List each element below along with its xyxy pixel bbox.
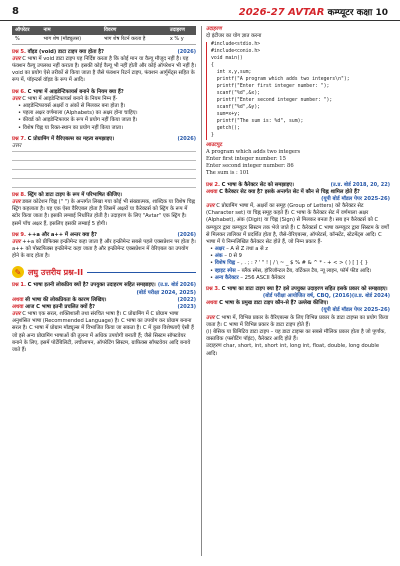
question-5 bbox=[12, 49, 196, 56]
example-label: उदाहरण bbox=[206, 26, 222, 32]
year-tag: (2026) bbox=[177, 135, 196, 142]
list-item: • पहला अक्षर वर्णमाला (Alphabets) का अक्षर होना चाहिए। bbox=[18, 110, 196, 117]
section-heading bbox=[12, 266, 196, 278]
question-label: प्रश्न 1. bbox=[12, 282, 27, 289]
code-line: int x,y,sum; bbox=[211, 70, 252, 76]
question-text: C भाषा इतनी लोकप्रिय क्यों है? उपयुक्त उदाहरण सहित समझाइए। bbox=[27, 282, 156, 289]
list-item: • अक्षर – A से Z तथा a से z bbox=[210, 246, 268, 253]
list-item: • कीवर्ड को आइडेन्टिफायर के रूप में प्रयोग नहीं किया जाता है। bbox=[18, 117, 196, 124]
answer-text: C भाषा में void डाटा टाइप यह निर्दिष्ट करता है कि कोई मान या वैल्यू मौजूद नहीं है। यह फंक्शन वैल्यू उपलब्ध नहीं कराता है। इसकी कोई वैल्यू भी नहीं होती और कोई ऑपरेशन भी नहीं है। void का प्रयोग ऐसे तरीकों से किया जाता है जैसे फंक्शन रिटर्न टाइप, फंक्शन आर्गुमेंट्स सहित के रूप में, पॉइन्टर्स वॉइड के रूप में आदि। bbox=[12, 55, 196, 84]
answer-6 bbox=[12, 96, 196, 132]
answer-text: C प्रोग्रामिंग भाषा में, अक्षरों का समूह (Group of Letters) को कैरेक्टर सेट (Character set) या चिह्न समूह कहते हैं। C भाषा के कैरेक्टर सेट में वर्णमाला अक्षर (Alphabet), अंक (Digit) या चिह्न (Sign) से मिलकर बनता है। सब इन कैरेक्टर्स को C कम्प्यूटर द्वारा कम्प्यूटर सिस्टम तक भेजे जाते हैं। C कैरेक्टर्स C भाषा कम्प्यूटर द्वारा सिस्टम के वर्णों से मिलकर तालिका में प्रदर्शित होता है, जैसे-वेरिएबल्स, ऑपरेटर्स, कॉन्स्टेंट, स्टेटमेंट्स आदि। C भाषा में ये निम्नलिखित कैरेक्टर सेट होते हैं, जो निम्न प्रकार हैं- bbox=[206, 203, 389, 245]
question-2-alt bbox=[206, 189, 390, 196]
operator-table bbox=[12, 26, 196, 45]
header-rule bbox=[0, 20, 400, 21]
example-text: दो इंटीजर का योग ज्ञात करना bbox=[206, 33, 262, 40]
column-divider bbox=[201, 26, 202, 556]
year-tag: (2023) bbox=[177, 303, 196, 310]
answer-label: उत्तर bbox=[12, 199, 21, 206]
section-rule bbox=[87, 272, 196, 273]
question-label: प्रश्न 9. bbox=[12, 231, 27, 238]
question-text: स्ट्रिंग को डाटा टाइप के रूप में परिभाषित कीजिए। bbox=[27, 191, 122, 198]
question-text: C प्रोग्रामिंग में वैरिएबल्स का महत्व समझाइए। bbox=[27, 135, 115, 142]
code-line: getch(); bbox=[211, 125, 240, 131]
program-output bbox=[206, 149, 390, 178]
code-line: scanf("%d",&x); bbox=[211, 91, 261, 97]
question-text: C कैरेक्टर सेट क्या है? इसके अन्तर्गत सेट में कौन से चिह्न शामिल होते हैं? bbox=[219, 188, 360, 195]
question-text: आज C भाषा इतनी प्रचलित क्यों है? bbox=[25, 303, 95, 310]
header-subject: कम्प्यूटर कक्षा 10 bbox=[327, 8, 388, 18]
answer-3 bbox=[206, 315, 390, 329]
code-line: #include<stdio.h> bbox=[211, 42, 261, 48]
code-line: sum=x+y; bbox=[211, 111, 240, 117]
handwritten-line bbox=[12, 170, 196, 179]
answer-label: उत्तर bbox=[12, 95, 21, 102]
code-line: #include<conio.h> bbox=[211, 49, 261, 55]
charset-value: – ब्लैंक स्पेस, हॉरिजॉन्टल टैब, वर्टिकल टैब, न्यू लाइन, फॉर्म फीड आदि। bbox=[237, 267, 372, 274]
charset-tag: व्हाइट स्पेस bbox=[214, 267, 236, 274]
charset-value: – 0 से 9 bbox=[224, 253, 242, 260]
code-line: printf("Enter second integer number: "); bbox=[211, 97, 333, 103]
charset-tag: अन्य कैरेक्टर bbox=[214, 274, 239, 281]
question-label: प्रश्न 2. bbox=[206, 181, 221, 188]
list-item: • आइडेन्टिफायर्स अक्षरों व अंकों से मिलकर बना होता है। bbox=[18, 103, 196, 110]
question-text: ++a और a++ में अन्तर क्या है? bbox=[27, 231, 97, 238]
table-cell: भाग शेष (मॉड्यूलस) bbox=[41, 35, 101, 44]
answer-label: उत्तर bbox=[12, 311, 21, 318]
table-header: विवरण bbox=[101, 26, 167, 35]
list-item: • विशेष चिह्न या रिक्त-स्थान का प्रयोग नहीं किया जाता। bbox=[18, 125, 196, 132]
answer-3-example: उदाहरण char, short, int, short int, long int, float, double, long double आदि। bbox=[206, 343, 380, 357]
table-header: नाम bbox=[41, 26, 101, 35]
alt-label: अथवा bbox=[206, 300, 218, 307]
year-tag: (2026) bbox=[177, 231, 196, 238]
answer-label: उत्तर bbox=[206, 314, 215, 321]
table-header: उदाहरण bbox=[167, 26, 196, 35]
question-6 bbox=[12, 89, 196, 96]
answer-5 bbox=[12, 56, 196, 85]
question-text: वॉइड (void) डाटा टाइप क्या होता है? bbox=[27, 48, 105, 55]
source-tag: (बोर्ड परीक्षा आयोजित वर्ष, CBQ, (2016) bbox=[262, 293, 352, 300]
list-item: • व्हाइट स्पेस – ब्लैंक स्पेस, हॉरिजॉन्टल टैब, वर्टिकल टैब, न्यू लाइन, फॉर्म फीड आदि। bbox=[210, 267, 372, 274]
handwritten-line bbox=[12, 179, 196, 188]
year-tag: (उ.प्र. बोर्ड 2024) bbox=[351, 293, 390, 300]
output-line: The sum is : 101 bbox=[206, 170, 250, 177]
question-text: C भाषा के प्रमुख डाटा टाइप कौन-से हैं? उल्लेख कीजिए। bbox=[219, 300, 329, 307]
left-column bbox=[12, 26, 196, 354]
page-number: 8 bbox=[12, 6, 19, 17]
output-title: आउटपुट bbox=[206, 141, 223, 148]
charset-tag: अंक bbox=[214, 253, 223, 260]
question-label: प्रश्न 5. bbox=[12, 48, 27, 55]
answer-label: उत्तर bbox=[12, 238, 21, 245]
header-title bbox=[239, 5, 388, 18]
charset-value: – 256 ASCII कैरेक्टर bbox=[240, 274, 285, 281]
question-8 bbox=[12, 192, 196, 199]
page-header bbox=[0, 0, 400, 22]
code-line: } bbox=[211, 132, 214, 138]
answer-8 bbox=[12, 199, 196, 228]
right-column bbox=[206, 26, 390, 358]
answer-intro: C भाषा में आइडेन्टिफायर्स बनाने के नियम निम्न हैं- bbox=[22, 95, 118, 102]
question-text: सी भाषा की लोकप्रियता के कारण लिखिए। bbox=[25, 296, 107, 303]
code-line: printf("The sum is: %d", sum); bbox=[211, 118, 304, 124]
output-line: Enter first integer number: 15 bbox=[206, 156, 286, 163]
table-header-row bbox=[12, 26, 196, 35]
code-line: printf("A program which adds two integers\n"); bbox=[211, 77, 350, 83]
answer-7-handwritten bbox=[12, 143, 196, 188]
charset-tag: अक्षर bbox=[214, 246, 225, 253]
code-line: { bbox=[211, 63, 214, 69]
answer-text: डबल कोटेशन चिह्न (" ") के अन्तर्गत लिखा गया कोई भी संख्यात्मक, शाब्दिक या विशेष चिह्न स्ट्रिंग कहलाता है। यह एक ऐसा वैरिएबल होता है जिसमें अक्षरों या कैरेक्टर्स को स्ट्रिंग के रूप में स्टोर किया जाता है। इसकी लम्बाई निर्धारित होती है। उदाहरण के लिए "Avtar" एक स्ट्रिंग है। इसमें पाँच अक्षर हैं, इसलिए इसकी लम्बाई 5 होगी। bbox=[12, 199, 195, 227]
handwritten-line bbox=[12, 152, 196, 161]
answer-9 bbox=[12, 239, 196, 261]
answer-label: उत्तर bbox=[12, 55, 21, 62]
answer-1 bbox=[12, 311, 196, 354]
code-line: printf("Enter first integer number: "); bbox=[211, 84, 330, 90]
question-label: प्रश्न 6. bbox=[12, 88, 27, 95]
question-1-alt-1: अथवा सी भाषा की लोकप्रियता के कारण लिखिए। (2022) bbox=[12, 296, 196, 303]
list-item: • अंक – 0 से 9 bbox=[210, 253, 242, 260]
table-header: ऑपरेटर bbox=[12, 26, 41, 35]
charset-value: – , . ; : ? ' " ! | / \ ~ _ $ % # & ^ * - + < > ( ) [ ] { } bbox=[236, 260, 369, 267]
answer-text: C भाषा में, विभिन्न प्रकार के वैरिएबल्स के लिए विभिन्न प्रकार के डाटा टाइप्स का प्रयोग किया जाता है। C भाषा में विभिन्न प्रकार के डाटा टाइप होते हैं। bbox=[206, 314, 389, 328]
question-9 bbox=[12, 232, 196, 239]
question-1 bbox=[12, 282, 196, 289]
alt-label: अथवा bbox=[206, 188, 218, 195]
year-tag: (उ.प्र. बोर्ड 2018, 20, 22) bbox=[330, 181, 390, 188]
charset-list bbox=[210, 246, 390, 282]
year-tag: (2026) bbox=[177, 48, 196, 55]
table-cell: x % y bbox=[167, 35, 196, 44]
question-text: C भाषा का डाटा टाइप क्या है? इसे उपयुक्त उदाहरण सहित इसके प्रकार को समझाइए। bbox=[221, 285, 388, 292]
question-7 bbox=[12, 136, 196, 143]
answer-text: ++a को प्रीफिक्स इन्क्रीमेन्ट कहा जाता है और इन्क्रीमेन्ट सबसे पहले एक्सप्रेशन पर होता है। a++ को पोस्टफिक्स इन्क्रीमेन्ट कहा जाता है और इन्क्रीमेन्ट एक्सप्रेशन में वेरिएबल का उपयोग होने के बाद होता है। bbox=[12, 238, 196, 260]
question-label: प्रश्न 3. bbox=[206, 285, 221, 292]
answer-label: उत्तर bbox=[206, 203, 215, 210]
table-cell: % bbox=[12, 35, 41, 44]
rules-list bbox=[18, 103, 196, 132]
pen-icon: ✎ bbox=[12, 266, 24, 278]
question-label: प्रश्न 8. bbox=[12, 191, 27, 198]
brand-year: 2026-27 AVTAR bbox=[238, 7, 325, 18]
answer-2 bbox=[206, 203, 390, 246]
charset-tag: विशेष चिह्न bbox=[214, 260, 236, 267]
table-row bbox=[12, 35, 196, 44]
answer-3-point: (i) बेसिक या प्रिमिटिव डाटा टाइप – यह डाटा टाइप्स का सबसे मौलिक प्रकार होता है जो पूर्णांक, वास्तविक (फ्लोटिंग पॉइंट), कैरेक्टर आदि होते हैं। bbox=[206, 328, 386, 343]
question-1-alt-2: अथवा आज C भाषा इतनी प्रचलित क्यों है? (2023) bbox=[12, 303, 196, 310]
list-item: • अन्य कैरेक्टर – 256 ASCII कैरेक्टर bbox=[210, 274, 285, 281]
source-tag: (यूपी बोर्ड मॉडल पेपर 2025-26) bbox=[321, 307, 390, 314]
source-tag: (यूपी बोर्ड मॉडल पेपर 2025-26) bbox=[321, 195, 390, 202]
code-line: void main() bbox=[211, 56, 243, 62]
code-line: scanf("%d",&y); bbox=[211, 104, 261, 110]
handwritten-line: उत्तर bbox=[12, 143, 196, 152]
question-label: प्रश्न 7. bbox=[12, 135, 27, 142]
question-2 bbox=[206, 182, 390, 189]
list-item: • विशेष चिह्न – , . ; : ? ' " ! | / \ ~ _ $ % # & ^ * - + < > ( ) [ ] { } bbox=[210, 260, 369, 267]
question-text: C भाषा के कैरेक्टर सेट को समझाइए। bbox=[221, 181, 295, 188]
question-text: C भाषा में आइडेन्टिफायर्स बनाने के नियम क्या हैं? bbox=[27, 88, 124, 95]
table-cell: भाग शेष रिटर्न करता है bbox=[101, 35, 167, 44]
handwritten-line bbox=[12, 161, 196, 170]
answer-text: C भाषा एक सरल, शक्तिशाली तथा संरचित भाषा है। C प्रोग्रामिंग में C प्रोग्राम भाषा अनुशंसित भाषा (Recommended Language) है। C भाषा का उपयोग कर प्रोग्राम बनाना सरल है। C भाषा में प्रोग्राम मॉड्यूल्स में विभाजित किया जा सकता है। C में कुछ विशेषताएँ ऐसी हैं जो इसे अन्य प्रोग्रामिंग भाषाओं की तुलना में अधिक उपयोगी बनाती हैं; जैसे सिस्टम सॉफ्टवेयर बनाने के लिए, इसमें पोर्टेबिलिटी, लचीलापन, ऑपरेटिंग सिस्टम, ग्राफ़िक्स सॉफ्टवेयर आदि बनाये जाते हैं। bbox=[12, 311, 194, 353]
section-title: लघु उत्तरीय प्रश्न-II bbox=[28, 267, 84, 277]
source-tag: (बोर्ड परीक्षा 2024, 2025) bbox=[136, 289, 196, 296]
year-tag: (उ.प्र. बोर्ड 2026) bbox=[157, 282, 196, 289]
code-block bbox=[206, 42, 390, 139]
output-line: A program which adds two integers bbox=[206, 148, 301, 155]
charset-value: – A से Z तथा a से z bbox=[226, 246, 268, 253]
year-tag: (2022) bbox=[177, 296, 196, 303]
output-line: Enter second integer number: 86 bbox=[206, 163, 294, 170]
